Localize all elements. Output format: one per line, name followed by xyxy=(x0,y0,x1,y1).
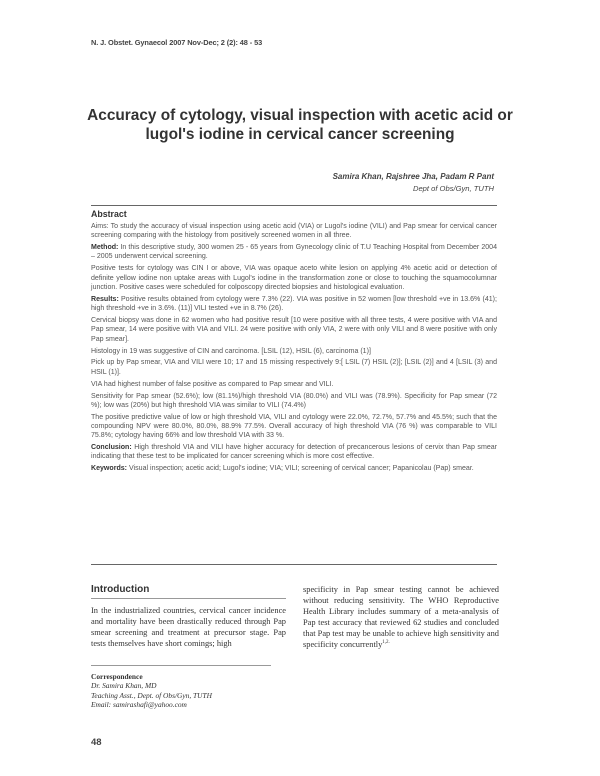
introduction-right-text: specificity in Pap smear testing cannot be achieved without reducing sensitivity. The WHO Reproductive Health Library includes summary of a meta-analysis of Pap test accuracy that reviewed 62 studies and concluded that Pap test may be unable to achieve high sensitivity and specificity concurrently xyxy=(303,585,499,649)
keywords-text: Visual inspection; acetic acid; Lugol's iodine; VIA; VILI; screening of cervical cancer; Papanicolau (Pap) smear. xyxy=(127,465,474,473)
abstract-results xyxy=(91,295,497,314)
introduction-rule xyxy=(91,598,286,599)
introduction-heading: Introduction xyxy=(91,584,150,595)
introduction-left-column: In the industrialized countries, cervical cancer incidence and mortality have been drastically reduced through Pap smear screening and treatment at precursor stage. Pap tests themselves have short comings; high xyxy=(91,606,286,648)
conclusion-text: High threshold VIA and VILI have higher accuracy for detection of precancerous lesions of cervix than Pap smear indicating that these test to be implicated for cancer screening which is more cost effective. xyxy=(91,444,497,461)
correspondence-rule xyxy=(91,665,271,666)
correspondence-label: Correspondence xyxy=(91,672,143,681)
abstract-section xyxy=(91,209,497,476)
journal-citation: N. J. Obstet. Gynaecol 2007 Nov-Dec; 2 (2): 48 - 53 xyxy=(91,38,263,47)
article-title: Accuracy of cytology, visual inspection with acetic acid or lugol's iodine in cervical cancer screening xyxy=(87,107,513,143)
abstract-positive-tests: Positive tests for cytology was CIN I or above, VIA was opaque aceto white lesion on applying 4% acetic acid or detection of definite yellow iodine non uptake areas with Lugol's iodine in the transformation zone or close to touching the squamocolumnar junction. Positive cases were scheduled for colposcopy directed biopsies and histological evaluation. xyxy=(91,265,497,291)
abstract-histology: Histology in 19 was suggestive of CIN and carcinoma. [LSIL (12), HSIL (6), carcinoma (1)] xyxy=(91,347,371,355)
correspondence-email: Email: samirashafi@yahoo.com xyxy=(91,699,187,709)
abstract-biopsy: Cervical biopsy was done in 62 women who had positive result [10 were positive with all three tests, 4 were positive with VIA and Pap smear, 14 were positive with VIA and VILI. 24 were positive with only VIA, 2 were with only VILI and 8 were positive with only Pap smear]. xyxy=(91,317,497,343)
abstract-top-rule xyxy=(91,205,497,206)
abstract-keywords xyxy=(91,464,497,473)
correspondence-position: Teaching Asst., Dept. of Obs/Gyn, TUTH xyxy=(91,690,212,700)
abstract-conclusion xyxy=(91,443,497,462)
results-text: Positive results obtained from cytology were 7.3% (22). VIA was positive in 52 women [low threshold +ve in 13.6% (41); high threshold +ve in 3.6%. (11)] VILI tested +ve in 8.7% (26). xyxy=(91,295,497,313)
abstract-bottom-rule xyxy=(91,564,497,565)
conclusion-label: Conclusion: xyxy=(91,444,132,452)
author-list: Samira Khan, Rajshree Jha, Padam R Pant xyxy=(332,172,494,181)
method-text: In this descriptive study, 300 women 25 - 65 years from Gynecology clinic of T.U Teaching Hospital from December 2004 – 2005 underwent cervical screening. xyxy=(91,244,497,261)
correspondence-block xyxy=(91,672,212,709)
method-label: Method: xyxy=(91,244,119,252)
abstract-aims: Aims: To study the accuracy of visual inspection using acetic acid (VIA) or Lugol's iodine (VILI) and Pap smear for cervical cancer screening comparing with the histology from positively screened women in all three. xyxy=(91,223,497,240)
abstract-heading: Abstract xyxy=(91,209,127,219)
introduction-right-column xyxy=(303,585,499,650)
keywords-label: Keywords: xyxy=(91,465,128,473)
correspondence-name: Dr. Samira Khan, MD xyxy=(91,681,157,691)
author-affiliation: Dept of Obs/Gyn, TUTH xyxy=(412,184,494,193)
abstract-pickup: Pick up by Pap smear, VIA and VILI were 10; 17 and 15 missing respectively 9:[ LSIL (7) HSIL (2)]; [LSIL (2)] and 4 [LSIL (3) and HSIL (1)]. xyxy=(91,359,497,376)
abstract-method xyxy=(91,243,497,262)
page-number: 48 xyxy=(91,737,102,748)
citation-ref: 1,2. xyxy=(382,639,390,645)
abstract-ppv: The positive predictive value of low or high threshold VIA, VILI and cytology were 22.0%, 72.7%, 57.7% and 45.5%; such that the compounding NPV were 80.0%, 80.0%, 88.9% 77.5%. Overall accuracy of high threshold VIA (76 %) was comparable to VILI 75.8%; cytology having 66% and low threshold VIA with 33 %. xyxy=(91,413,497,440)
abstract-sensitivity: Sensitivity for Pap smear (52.6%); low (81.1%)/high threshold VIA (80.0%) and VILI was (78.9%). Specificity for Pap smear (72 %); low was (20%) but high threshold VIA was similar to VILI (74.4%) xyxy=(91,392,497,409)
results-label: Results: xyxy=(91,295,119,303)
abstract-false-positive: VIA had highest number of false positive as compared to Pap smear and VILI. xyxy=(91,380,334,388)
